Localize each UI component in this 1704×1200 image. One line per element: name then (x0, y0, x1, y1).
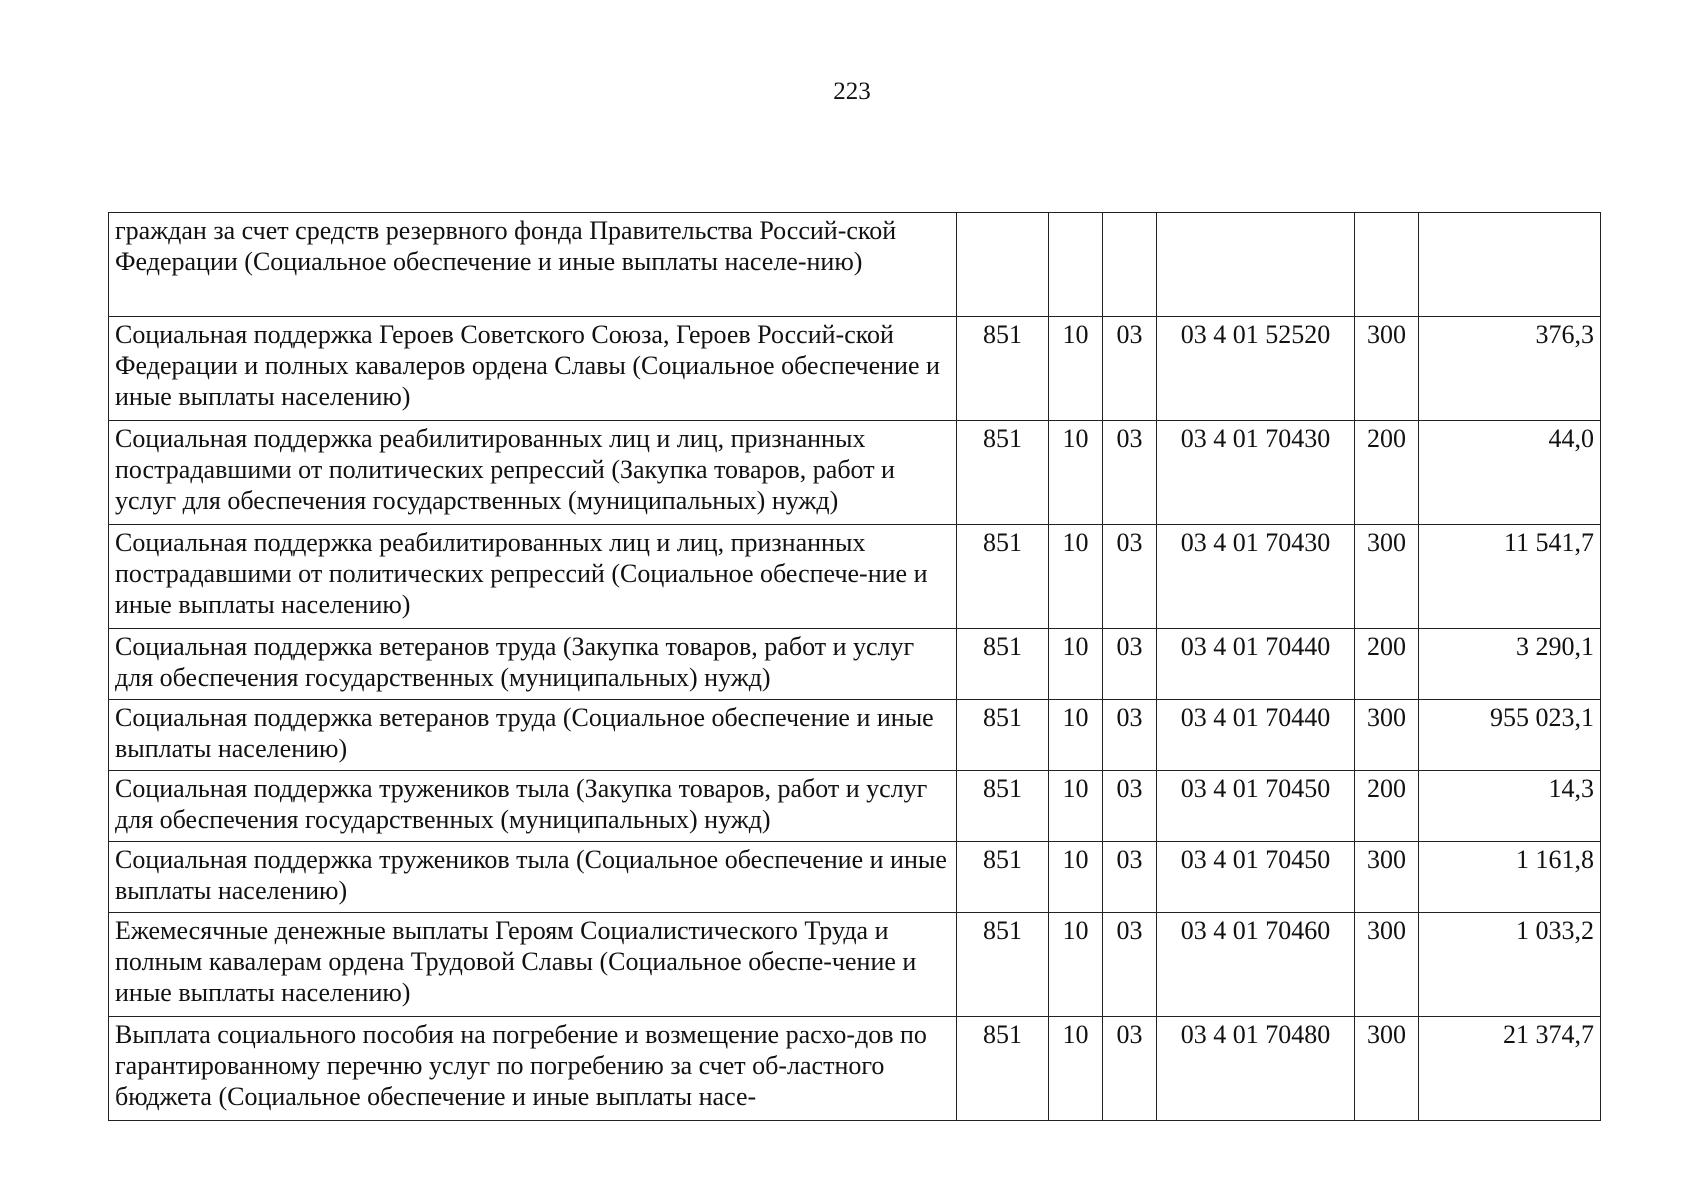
subsection-code (1103, 213, 1157, 317)
section-code: 10 (1049, 317, 1103, 421)
table-row (109, 771, 1601, 842)
target-article-code (1157, 213, 1355, 317)
section-code: 10 (1049, 700, 1103, 771)
ministry-code: 851 (957, 1017, 1049, 1121)
target-article-code: 03 4 01 70430 (1157, 421, 1355, 525)
table-row (109, 525, 1601, 629)
amount: 1 161,8 (1419, 842, 1601, 913)
target-article-code: 03 4 01 70480 (1157, 1017, 1355, 1121)
amount: 1 033,2 (1419, 913, 1601, 1017)
expense-type-code (1355, 213, 1419, 317)
subsection-code: 03 (1103, 525, 1157, 629)
expense-type-code: 300 (1355, 700, 1419, 771)
subsection-code: 03 (1103, 842, 1157, 913)
table-row (109, 913, 1601, 1017)
page-number: 223 (833, 78, 871, 105)
amount: 11 541,7 (1419, 525, 1601, 629)
ministry-code: 851 (957, 525, 1049, 629)
table-row (109, 213, 1601, 317)
subsection-code: 03 (1103, 317, 1157, 421)
amount: 44,0 (1419, 421, 1601, 525)
ministry-code: 851 (957, 700, 1049, 771)
ministry-code: 851 (957, 842, 1049, 913)
subsection-code: 03 (1103, 629, 1157, 700)
expense-type-code: 300 (1355, 525, 1419, 629)
row-description: Ежемесячные денежные выплаты Героям Социалистического Труда и полным кавалерам ордена Трудовой Славы (Социальное обеспе-чение и иные выплаты населению) (109, 913, 957, 1017)
expense-type-code: 300 (1355, 1017, 1419, 1121)
table-row (109, 700, 1601, 771)
amount: 14,3 (1419, 771, 1601, 842)
table-row (109, 629, 1601, 700)
table-row (109, 842, 1601, 913)
expense-type-code: 200 (1355, 771, 1419, 842)
expense-type-code: 200 (1355, 629, 1419, 700)
ministry-code (957, 213, 1049, 317)
row-description: Социальная поддержка ветеранов труда (Закупка товаров, работ и услуг для обеспечения государственных (муниципальных) нужд) (109, 629, 957, 700)
ministry-code: 851 (957, 421, 1049, 525)
ministry-code: 851 (957, 629, 1049, 700)
section-code: 10 (1049, 629, 1103, 700)
row-description: Социальная поддержка реабилитированных лиц и лиц, признанных пострадавшими от политических репрессий (Закупка товаров, работ и услуг для обеспечения государственных (муниципальных) нужд) (109, 421, 957, 525)
subsection-code: 03 (1103, 913, 1157, 1017)
row-description: Социальная поддержка тружеников тыла (Закупка товаров, работ и услуг для обеспечения государственных (муниципальных) нужд) (109, 771, 957, 842)
subsection-code: 03 (1103, 771, 1157, 842)
row-description: Социальная поддержка реабилитированных лиц и лиц, признанных пострадавшими от политических репрессий (Социальное обеспече-ние и иные выплаты населению) (109, 525, 957, 629)
target-article-code: 03 4 01 70450 (1157, 771, 1355, 842)
target-article-code: 03 4 01 70450 (1157, 842, 1355, 913)
subsection-code: 03 (1103, 700, 1157, 771)
table-body (109, 213, 1601, 1121)
target-article-code: 03 4 01 70440 (1157, 629, 1355, 700)
expense-type-code: 300 (1355, 317, 1419, 421)
row-description: Социальная поддержка тружеников тыла (Социальное обеспечение и иные выплаты населению) (109, 842, 957, 913)
row-description: Социальная поддержка ветеранов труда (Социальное обеспечение и иные выплаты населению) (109, 700, 957, 771)
section-code: 10 (1049, 913, 1103, 1017)
row-description: Социальная поддержка Героев Советского Союза, Героев Россий-ской Федерации и полных кавалеров ордена Славы (Социальное обеспечение и иные выплаты населению) (109, 317, 957, 421)
target-article-code: 03 4 01 70460 (1157, 913, 1355, 1017)
subsection-code: 03 (1103, 1017, 1157, 1121)
row-description: Выплата социального пособия на погребение и возмещение расхо-дов по гарантированному перечню услуг по погребению за счет об-ластного бюджета (Социальное обеспечение и иные выплаты насе- (109, 1017, 957, 1121)
table-row (109, 317, 1601, 421)
ministry-code: 851 (957, 771, 1049, 842)
section-code: 10 (1049, 525, 1103, 629)
section-code: 10 (1049, 1017, 1103, 1121)
section-code: 10 (1049, 842, 1103, 913)
section-code: 10 (1049, 421, 1103, 525)
target-article-code: 03 4 01 52520 (1157, 317, 1355, 421)
expense-type-code: 300 (1355, 842, 1419, 913)
expense-type-code: 200 (1355, 421, 1419, 525)
section-code (1049, 213, 1103, 317)
subsection-code: 03 (1103, 421, 1157, 525)
amount: 376,3 (1419, 317, 1601, 421)
ministry-code: 851 (957, 913, 1049, 1017)
budget-table (108, 212, 1601, 1121)
row-description: граждан за счет средств резервного фонда Правительства Россий-ской Федерации (Социальное обеспечение и иные выплаты населе-нию) (109, 213, 957, 317)
amount: 3 290,1 (1419, 629, 1601, 700)
section-code: 10 (1049, 771, 1103, 842)
table-row (109, 421, 1601, 525)
amount: 21 374,7 (1419, 1017, 1601, 1121)
target-article-code: 03 4 01 70430 (1157, 525, 1355, 629)
target-article-code: 03 4 01 70440 (1157, 700, 1355, 771)
amount: 955 023,1 (1419, 700, 1601, 771)
amount (1419, 213, 1601, 317)
table-row (109, 1017, 1601, 1121)
ministry-code: 851 (957, 317, 1049, 421)
expense-type-code: 300 (1355, 913, 1419, 1017)
